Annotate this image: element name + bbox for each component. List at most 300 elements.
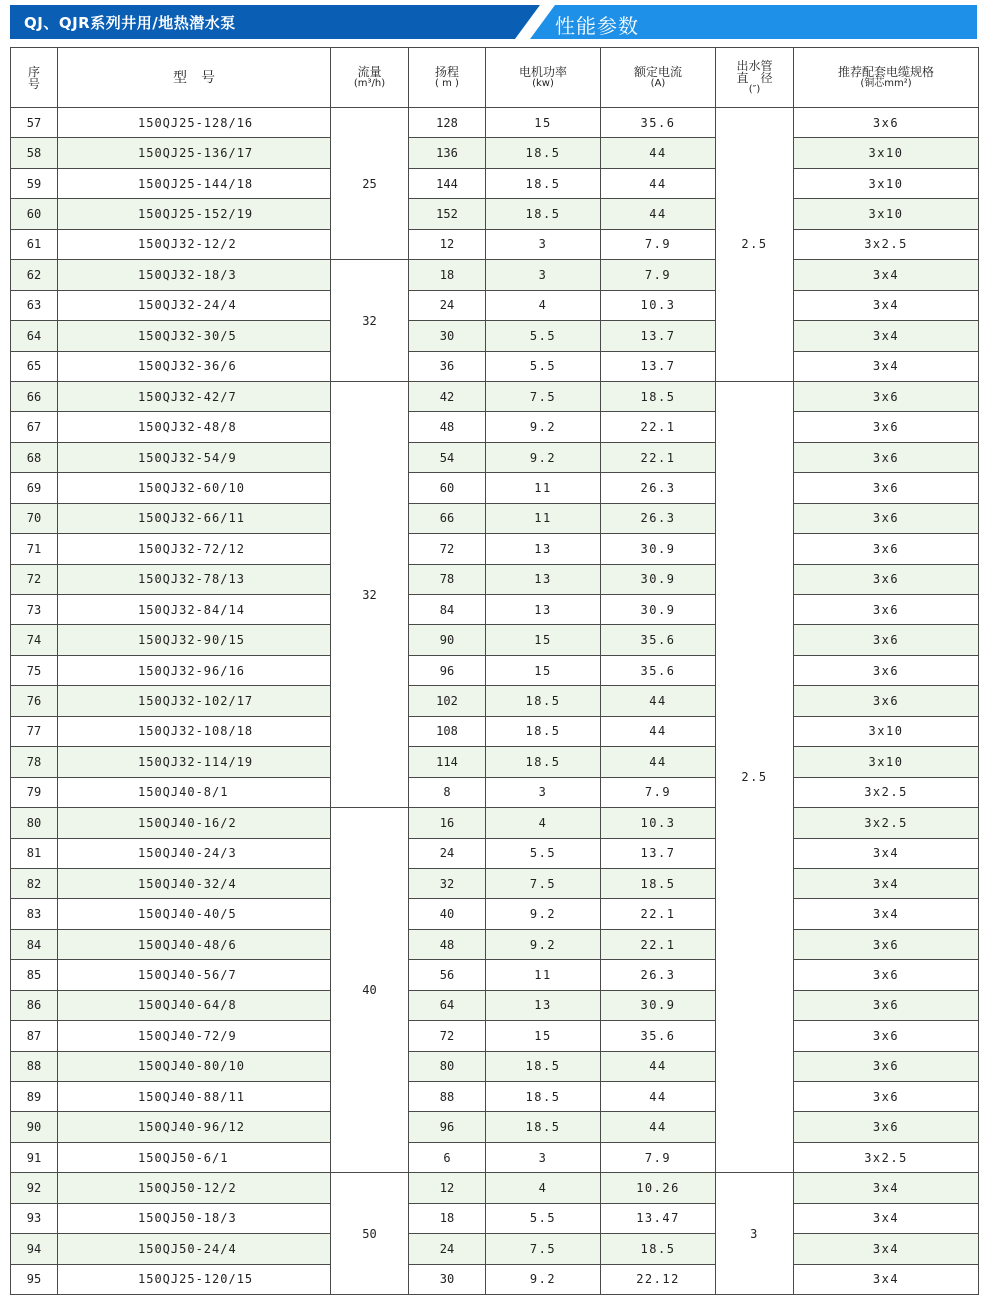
row-current-cell: 18.5 (601, 868, 716, 898)
row-cable-cell: 3x6 (794, 686, 979, 716)
row-power-cell: 13 (486, 534, 601, 564)
row-cable-cell: 3x6 (794, 1082, 979, 1112)
row-cable-cell: 3x6 (794, 625, 979, 655)
table-row (11, 229, 979, 259)
row-model-cell: 150QJ50-18/3 (58, 1203, 331, 1233)
row-cable-cell: 3x6 (794, 960, 979, 990)
row-power-cell: 18.5 (486, 1112, 601, 1142)
row-current-cell: 44 (601, 747, 716, 777)
row-current-cell: 13.7 (601, 321, 716, 351)
row-current-cell: 18.5 (601, 381, 716, 411)
table-row (11, 777, 979, 807)
row-cable-cell: 3x6 (794, 108, 979, 138)
row-cable-cell: 3x6 (794, 1051, 979, 1081)
row-current-cell: 22.1 (601, 442, 716, 472)
row-power-cell: 18.5 (486, 716, 601, 746)
row-current-cell: 30.9 (601, 534, 716, 564)
row-no-cell: 64 (11, 321, 58, 351)
row-power-cell: 5.5 (486, 351, 601, 381)
col-flow-label: 流量 (357, 64, 382, 79)
table-row (11, 351, 979, 381)
row-power-cell: 15 (486, 655, 601, 685)
row-model-cell: 150QJ32-18/3 (58, 260, 331, 290)
col-current-label: 额定电流 (633, 64, 682, 79)
table-row (11, 138, 979, 168)
table-row (11, 716, 979, 746)
table-row (11, 1082, 979, 1112)
row-head-cell: 136 (409, 138, 486, 168)
row-power-cell: 11 (486, 503, 601, 533)
row-cable-cell: 3x4 (794, 1203, 979, 1233)
row-power-cell: 18.5 (486, 1082, 601, 1112)
row-model-cell: 150QJ32-96/16 (58, 655, 331, 685)
row-no-cell: 84 (11, 929, 58, 959)
row-no-cell: 75 (11, 655, 58, 685)
table-row (11, 473, 979, 503)
row-cable-cell: 3x10 (794, 138, 979, 168)
row-head-cell: 48 (409, 929, 486, 959)
col-model-label: 型 号 (173, 69, 215, 86)
row-head-cell: 6 (409, 1142, 486, 1172)
row-no-cell: 63 (11, 290, 58, 320)
row-power-cell: 9.2 (486, 899, 601, 929)
row-power-cell: 7.5 (486, 1234, 601, 1264)
table-row (11, 990, 979, 1020)
row-head-cell: 8 (409, 777, 486, 807)
row-current-cell: 13.7 (601, 351, 716, 381)
row-model-cell: 150QJ32-54/9 (58, 442, 331, 472)
row-no-cell: 92 (11, 1173, 58, 1203)
row-current-cell: 35.6 (601, 1021, 716, 1051)
table-row (11, 1173, 979, 1203)
row-model-cell: 150QJ32-12/2 (58, 229, 331, 259)
row-head-cell: 72 (409, 1021, 486, 1051)
row-model-cell: 150QJ40-24/3 (58, 838, 331, 868)
row-head-cell: 54 (409, 442, 486, 472)
row-no-cell: 95 (11, 1264, 58, 1294)
col-flow-header (331, 48, 409, 108)
row-power-cell: 9.2 (486, 442, 601, 472)
row-power-cell: 18.5 (486, 1051, 601, 1081)
row-current-cell: 26.3 (601, 503, 716, 533)
row-no-cell: 69 (11, 473, 58, 503)
row-model-cell: 150QJ25-128/16 (58, 108, 331, 138)
row-power-cell: 5.5 (486, 838, 601, 868)
row-power-cell: 13 (486, 990, 601, 1020)
row-current-cell: 44 (601, 168, 716, 198)
row-head-cell: 102 (409, 686, 486, 716)
row-current-cell: 7.9 (601, 777, 716, 807)
row-power-cell: 3 (486, 229, 601, 259)
row-head-cell: 12 (409, 229, 486, 259)
row-head-cell: 80 (409, 1051, 486, 1081)
row-head-cell: 30 (409, 321, 486, 351)
outlet-group-cell: 3 (716, 1173, 794, 1295)
row-current-cell: 35.6 (601, 655, 716, 685)
row-power-cell: 18.5 (486, 199, 601, 229)
row-model-cell: 150QJ25-144/18 (58, 168, 331, 198)
row-model-cell: 150QJ32-24/4 (58, 290, 331, 320)
row-power-cell: 3 (486, 777, 601, 807)
row-model-cell: 150QJ32-90/15 (58, 625, 331, 655)
row-current-cell: 44 (601, 686, 716, 716)
row-head-cell: 114 (409, 747, 486, 777)
row-power-cell: 18.5 (486, 747, 601, 777)
row-head-cell: 128 (409, 108, 486, 138)
table-row (11, 899, 979, 929)
table-row (11, 199, 979, 229)
row-head-cell: 18 (409, 1203, 486, 1233)
table-row (11, 868, 979, 898)
row-current-cell: 22.1 (601, 929, 716, 959)
row-no-cell: 90 (11, 1112, 58, 1142)
row-no-cell: 91 (11, 1142, 58, 1172)
table-row (11, 1264, 979, 1294)
row-current-cell: 30.9 (601, 564, 716, 594)
row-cable-cell: 3x4 (794, 899, 979, 929)
row-model-cell: 150QJ32-42/7 (58, 381, 331, 411)
row-current-cell: 13.47 (601, 1203, 716, 1233)
row-current-cell: 44 (601, 1051, 716, 1081)
row-current-cell: 44 (601, 138, 716, 168)
row-current-cell: 10.3 (601, 808, 716, 838)
row-no-cell: 83 (11, 899, 58, 929)
row-current-cell: 7.9 (601, 1142, 716, 1172)
table-row (11, 1234, 979, 1264)
performance-table (10, 47, 979, 1295)
row-no-cell: 72 (11, 564, 58, 594)
row-model-cell: 150QJ40-32/4 (58, 868, 331, 898)
row-cable-cell: 3x6 (794, 503, 979, 533)
row-model-cell: 150QJ32-60/10 (58, 473, 331, 503)
row-current-cell: 7.9 (601, 229, 716, 259)
row-head-cell: 36 (409, 351, 486, 381)
table-row (11, 625, 979, 655)
col-no-label-1: 序 (27, 64, 40, 79)
row-cable-cell: 3x6 (794, 412, 979, 442)
row-head-cell: 96 (409, 1112, 486, 1142)
row-current-cell: 35.6 (601, 108, 716, 138)
row-current-cell: 22.1 (601, 412, 716, 442)
row-cable-cell: 3x4 (794, 1173, 979, 1203)
table-row (11, 1051, 979, 1081)
row-power-cell: 9.2 (486, 1264, 601, 1294)
row-model-cell: 150QJ32-102/17 (58, 686, 331, 716)
row-cable-cell: 3x6 (794, 929, 979, 959)
row-no-cell: 70 (11, 503, 58, 533)
row-no-cell: 93 (11, 1203, 58, 1233)
row-head-cell: 64 (409, 990, 486, 1020)
table-row (11, 1142, 979, 1172)
row-no-cell: 79 (11, 777, 58, 807)
series-title: QJ、QJR系列井用/地热潜水泵 (24, 14, 236, 32)
row-cable-cell: 3x4 (794, 260, 979, 290)
row-no-cell: 76 (11, 686, 58, 716)
row-cable-cell: 3x10 (794, 199, 979, 229)
row-cable-cell: 3x4 (794, 351, 979, 381)
row-current-cell: 44 (601, 199, 716, 229)
row-model-cell: 150QJ40-64/8 (58, 990, 331, 1020)
row-no-cell: 73 (11, 595, 58, 625)
row-power-cell: 15 (486, 625, 601, 655)
row-power-cell: 13 (486, 595, 601, 625)
table-row (11, 260, 979, 290)
row-head-cell: 152 (409, 199, 486, 229)
row-head-cell: 48 (409, 412, 486, 442)
col-head-unit: ( m ) (435, 77, 459, 89)
row-head-cell: 72 (409, 534, 486, 564)
col-no-label-2: 号 (27, 76, 40, 91)
row-head-cell: 60 (409, 473, 486, 503)
row-cable-cell: 3x6 (794, 564, 979, 594)
row-no-cell: 66 (11, 381, 58, 411)
row-model-cell: 150QJ32-66/11 (58, 503, 331, 533)
row-current-cell: 13.7 (601, 838, 716, 868)
col-flow-unit: (m³/h) (353, 77, 386, 89)
col-cable-header (794, 48, 979, 108)
flow-group-cell: 25 (331, 108, 409, 260)
col-power-unit: (kw) (532, 77, 554, 89)
row-cable-cell: 3x6 (794, 1021, 979, 1051)
row-model-cell: 150QJ40-80/10 (58, 1051, 331, 1081)
row-power-cell: 15 (486, 1021, 601, 1051)
row-head-cell: 144 (409, 168, 486, 198)
col-outlet-label-2: 直 径 (736, 70, 773, 85)
table-row (11, 564, 979, 594)
row-cable-cell: 3x4 (794, 1234, 979, 1264)
row-current-cell: 44 (601, 1112, 716, 1142)
row-no-cell: 61 (11, 229, 58, 259)
row-current-cell: 18.5 (601, 1234, 716, 1264)
row-cable-cell: 3x4 (794, 290, 979, 320)
flow-group-cell: 32 (331, 381, 409, 807)
row-power-cell: 15 (486, 108, 601, 138)
row-cable-cell: 3x2.5 (794, 229, 979, 259)
row-model-cell: 150QJ40-16/2 (58, 808, 331, 838)
table-row (11, 929, 979, 959)
table-row (11, 960, 979, 990)
row-current-cell: 10.3 (601, 290, 716, 320)
col-cable-label: 推荐配套电缆规格 (837, 64, 934, 79)
outlet-group-cell: 2.5 (716, 381, 794, 1172)
row-head-cell: 66 (409, 503, 486, 533)
row-cable-cell: 3x6 (794, 595, 979, 625)
row-cable-cell: 3x6 (794, 473, 979, 503)
col-outlet-label-1: 出水管 (736, 58, 773, 73)
row-no-cell: 94 (11, 1234, 58, 1264)
row-model-cell: 150QJ50-24/4 (58, 1234, 331, 1264)
row-head-cell: 40 (409, 899, 486, 929)
row-power-cell: 11 (486, 473, 601, 503)
row-cable-cell: 3x4 (794, 1264, 979, 1294)
row-model-cell: 150QJ32-108/18 (58, 716, 331, 746)
row-head-cell: 12 (409, 1173, 486, 1203)
row-head-cell: 16 (409, 808, 486, 838)
row-no-cell: 77 (11, 716, 58, 746)
row-cable-cell: 3x6 (794, 990, 979, 1020)
row-current-cell: 44 (601, 716, 716, 746)
table-row (11, 808, 979, 838)
row-no-cell: 62 (11, 260, 58, 290)
row-current-cell: 30.9 (601, 990, 716, 1020)
row-power-cell: 5.5 (486, 321, 601, 351)
row-current-cell: 35.6 (601, 625, 716, 655)
table-row (11, 747, 979, 777)
row-power-cell: 3 (486, 260, 601, 290)
row-head-cell: 84 (409, 595, 486, 625)
row-model-cell: 150QJ25-136/17 (58, 138, 331, 168)
row-head-cell: 24 (409, 1234, 486, 1264)
row-power-cell: 4 (486, 808, 601, 838)
row-model-cell: 150QJ40-72/9 (58, 1021, 331, 1051)
row-no-cell: 87 (11, 1021, 58, 1051)
row-power-cell: 9.2 (486, 929, 601, 959)
col-outlet-header (716, 48, 794, 108)
row-cable-cell: 3x4 (794, 321, 979, 351)
row-power-cell: 18.5 (486, 168, 601, 198)
flow-group-cell: 50 (331, 1173, 409, 1295)
row-current-cell: 10.26 (601, 1173, 716, 1203)
table-row (11, 1203, 979, 1233)
row-head-cell: 88 (409, 1082, 486, 1112)
row-cable-cell: 3x10 (794, 747, 979, 777)
row-no-cell: 59 (11, 168, 58, 198)
row-model-cell: 150QJ40-8/1 (58, 777, 331, 807)
row-cable-cell: 3x6 (794, 1112, 979, 1142)
row-cable-cell: 3x6 (794, 381, 979, 411)
row-current-cell: 30.9 (601, 595, 716, 625)
flow-group-cell: 32 (331, 260, 409, 382)
table-row (11, 290, 979, 320)
row-head-cell: 42 (409, 381, 486, 411)
col-model-header (58, 48, 331, 108)
row-no-cell: 82 (11, 868, 58, 898)
row-no-cell: 60 (11, 199, 58, 229)
col-power-header (486, 48, 601, 108)
table-row (11, 1112, 979, 1142)
row-no-cell: 58 (11, 138, 58, 168)
flow-group-cell: 40 (331, 808, 409, 1173)
table-row (11, 595, 979, 625)
row-model-cell: 150QJ32-48/8 (58, 412, 331, 442)
row-power-cell: 4 (486, 1173, 601, 1203)
row-no-cell: 78 (11, 747, 58, 777)
table-header-row (11, 48, 979, 108)
row-no-cell: 85 (11, 960, 58, 990)
row-power-cell: 3 (486, 1142, 601, 1172)
table-row (11, 381, 979, 411)
col-power-label: 电机功率 (518, 64, 567, 79)
col-head-header (409, 48, 486, 108)
row-cable-cell: 3x10 (794, 168, 979, 198)
row-current-cell: 44 (601, 1082, 716, 1112)
table-row (11, 686, 979, 716)
row-current-cell: 22.12 (601, 1264, 716, 1294)
row-no-cell: 71 (11, 534, 58, 564)
row-model-cell: 150QJ50-12/2 (58, 1173, 331, 1203)
table-row (11, 655, 979, 685)
row-cable-cell: 3x4 (794, 838, 979, 868)
row-head-cell: 78 (409, 564, 486, 594)
row-model-cell: 150QJ50-6/1 (58, 1142, 331, 1172)
row-no-cell: 74 (11, 625, 58, 655)
row-head-cell: 90 (409, 625, 486, 655)
table-row (11, 1021, 979, 1051)
row-power-cell: 13 (486, 564, 601, 594)
row-cable-cell: 3x6 (794, 655, 979, 685)
col-outlet-unit: (″) (748, 83, 761, 95)
row-power-cell: 7.5 (486, 381, 601, 411)
row-model-cell: 150QJ40-40/5 (58, 899, 331, 929)
row-no-cell: 67 (11, 412, 58, 442)
table-row (11, 412, 979, 442)
row-cable-cell: 3x6 (794, 442, 979, 472)
row-no-cell: 86 (11, 990, 58, 1020)
row-model-cell: 150QJ32-30/5 (58, 321, 331, 351)
row-model-cell: 150QJ40-48/6 (58, 929, 331, 959)
row-no-cell: 80 (11, 808, 58, 838)
table-row (11, 503, 979, 533)
table-row (11, 534, 979, 564)
row-no-cell: 65 (11, 351, 58, 381)
row-model-cell: 150QJ32-84/14 (58, 595, 331, 625)
row-cable-cell: 3x2.5 (794, 777, 979, 807)
row-power-cell: 18.5 (486, 138, 601, 168)
row-model-cell: 150QJ32-36/6 (58, 351, 331, 381)
section-title: 性能参数 (555, 14, 639, 38)
row-model-cell: 150QJ40-56/7 (58, 960, 331, 990)
row-cable-cell: 3x4 (794, 868, 979, 898)
row-head-cell: 56 (409, 960, 486, 990)
outlet-group-cell: 2.5 (716, 108, 794, 382)
row-head-cell: 30 (409, 1264, 486, 1294)
row-power-cell: 7.5 (486, 868, 601, 898)
row-model-cell: 150QJ32-72/12 (58, 534, 331, 564)
row-current-cell: 22.1 (601, 899, 716, 929)
table-row (11, 108, 979, 138)
row-model-cell: 150QJ32-114/19 (58, 747, 331, 777)
col-current-header (601, 48, 716, 108)
row-power-cell: 11 (486, 960, 601, 990)
table-row (11, 838, 979, 868)
row-head-cell: 24 (409, 838, 486, 868)
row-no-cell: 81 (11, 838, 58, 868)
row-model-cell: 150QJ25-120/15 (58, 1264, 331, 1294)
row-power-cell: 5.5 (486, 1203, 601, 1233)
row-power-cell: 4 (486, 290, 601, 320)
row-head-cell: 96 (409, 655, 486, 685)
col-head-label: 扬程 (434, 64, 459, 79)
row-cable-cell: 3x10 (794, 716, 979, 746)
row-power-cell: 18.5 (486, 686, 601, 716)
col-current-unit: (A) (650, 77, 666, 89)
row-head-cell: 24 (409, 290, 486, 320)
row-no-cell: 88 (11, 1051, 58, 1081)
row-model-cell: 150QJ32-78/13 (58, 564, 331, 594)
row-current-cell: 26.3 (601, 960, 716, 990)
row-model-cell: 150QJ40-88/11 (58, 1082, 331, 1112)
row-current-cell: 26.3 (601, 473, 716, 503)
row-no-cell: 89 (11, 1082, 58, 1112)
row-cable-cell: 3x2.5 (794, 808, 979, 838)
row-head-cell: 108 (409, 716, 486, 746)
row-no-cell: 68 (11, 442, 58, 472)
table-body (11, 108, 979, 1295)
col-no-header (11, 48, 58, 108)
col-cable-unit: (铜芯mm²) (860, 77, 912, 89)
row-cable-cell: 3x2.5 (794, 1142, 979, 1172)
row-current-cell: 7.9 (601, 260, 716, 290)
